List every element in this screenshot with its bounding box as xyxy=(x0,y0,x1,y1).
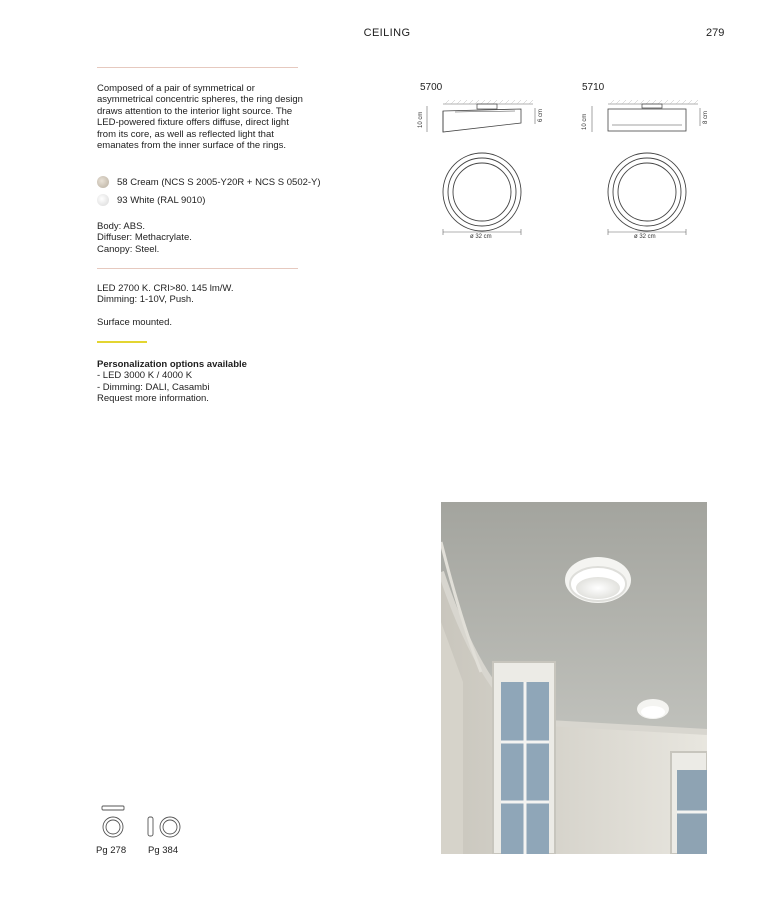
divider-middle xyxy=(97,268,298,269)
white-swatch-icon xyxy=(97,194,109,206)
highlight-divider xyxy=(97,341,147,343)
color-label: 58 Cream (NCS S 2005-Y20R + NCS S 0502-Y) xyxy=(117,176,321,188)
spec-mount: Surface mounted. xyxy=(97,317,172,328)
height-total-5710: 10 cm xyxy=(582,113,588,130)
request-info: Request more information. xyxy=(97,393,209,405)
ring-ceiling-thumbnail-icon[interactable] xyxy=(98,804,128,840)
section-title: CEILING xyxy=(363,27,411,39)
specs xyxy=(97,283,234,306)
material-diffuser: Diffuser: Methacrylate. xyxy=(97,232,192,244)
personalization-title: Personalization options available xyxy=(97,359,247,370)
technical-drawing-5700 xyxy=(415,96,555,246)
color-label: 93 White (RAL 9010) xyxy=(117,194,206,206)
product-photo xyxy=(441,502,707,854)
diameter-5710: ø 32 cm xyxy=(634,234,656,240)
spec-led: LED 2700 K. CRI>80. 145 lm/W. xyxy=(97,283,234,294)
materials xyxy=(97,221,192,255)
product-description: Composed of a pair of symmetrical or asymmetrical concentric spheres, the ring design draws attention to the interior light source. The LED-powered fixture offers diffuse, direct light from its core, as well as reflected light that emanates from the inner surface of the rings. xyxy=(97,83,303,152)
related-page-link[interactable]: Pg 278 xyxy=(96,845,127,856)
material-body: Body: ABS. xyxy=(97,221,146,232)
color-option-white xyxy=(97,194,205,206)
spec-dimming: Dimming: 1-10V, Push. xyxy=(97,294,194,306)
model-code-5710: 5710 xyxy=(582,82,605,93)
divider-top xyxy=(97,67,298,68)
height-body-5710: 8 cm xyxy=(703,110,709,124)
material-canopy: Canopy: Steel. xyxy=(97,243,160,255)
personalization-item: - LED 3000 K / 4000 K xyxy=(97,370,193,382)
color-option-cream xyxy=(97,176,321,188)
technical-drawing-5710 xyxy=(580,96,720,246)
personalization-block xyxy=(97,359,247,405)
height-body-5700: 6 cm xyxy=(538,108,544,122)
height-total-5700: 10 cm xyxy=(418,111,424,128)
diameter-5700: ø 32 cm xyxy=(470,234,492,240)
personalization-item: - Dimming: DALI, Casambi xyxy=(97,381,210,393)
page-number: 279 xyxy=(706,27,725,39)
model-code-5700: 5700 xyxy=(420,82,443,93)
related-page-link[interactable]: Pg 384 xyxy=(148,845,179,856)
ring-wall-thumbnail-icon[interactable] xyxy=(145,814,185,840)
cream-swatch-icon xyxy=(97,176,109,188)
